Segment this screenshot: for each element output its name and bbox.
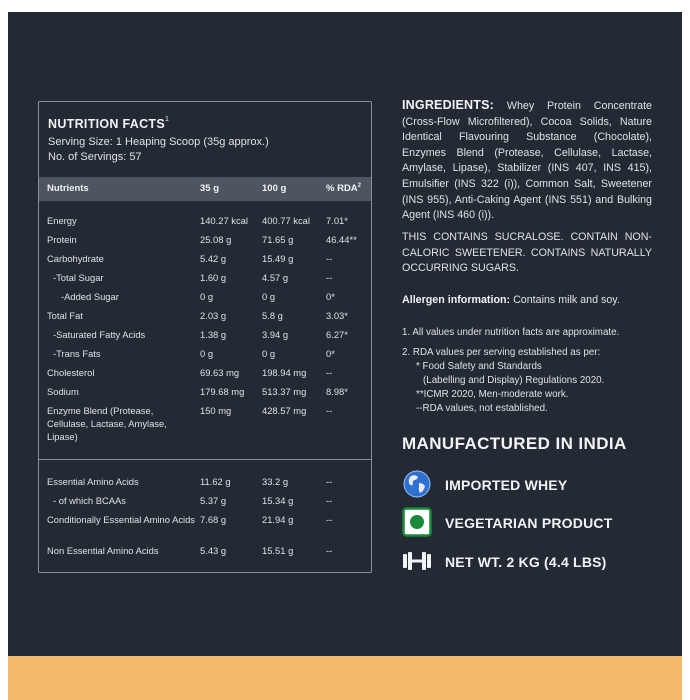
- value-35g: 140.27 kcal: [200, 215, 248, 226]
- manufactured-heading: MANUFACTURED IN INDIA: [402, 434, 627, 453]
- value-35g: 5.42 g: [200, 253, 227, 264]
- value-35g: 1.60 g: [200, 272, 227, 283]
- allergen-info: [402, 294, 662, 306]
- footnote-1: 1. All values under nutrition facts are approximate.: [402, 327, 620, 338]
- vegetarian-mark-icon: [402, 507, 432, 537]
- feature-label: NET WT. 2 KG (4.4 LBS): [445, 554, 607, 570]
- nutrient-name: Protein: [47, 234, 77, 245]
- footnote-icmr: **ICMR 2020, Men-moderate work.: [416, 389, 569, 400]
- sweetener-notice: THIS CONTAINS SUCRALOSE. CONTAIN NON-CALORIC SWEETENER. CONTAINS NATURALLY OCCURRING SUGARS.: [402, 231, 652, 275]
- nutrient-name: Non Essential Amino Acids: [47, 545, 159, 556]
- servings-count: No. of Servings: 57: [48, 151, 142, 163]
- value-rda: --: [326, 514, 333, 525]
- nutrient-name: Total Fat: [47, 310, 83, 321]
- value-rda: 3.03*: [326, 310, 348, 321]
- value-35g: 150 mg: [200, 405, 232, 416]
- value-100g: 71.65 g: [262, 234, 294, 245]
- value-100g: 400.77 kcal: [262, 215, 310, 226]
- footnote-rda-na: --RDA values, not established.: [416, 403, 548, 414]
- footnote-2: 2. RDA values per serving established as per:: [402, 347, 601, 358]
- value-100g: 198.94 mg: [262, 367, 307, 378]
- nutrient-name: Carbohydrate: [47, 253, 104, 264]
- nutrient-name: -Added Sugar: [61, 291, 119, 302]
- value-35g: 2.03 g: [200, 310, 227, 321]
- value-35g: 0 g: [200, 291, 214, 302]
- serving-size: Serving Size: 1 Heaping Scoop (35g approx.): [48, 136, 269, 148]
- nutrient-name: - of which BCAAs: [53, 495, 126, 506]
- value-100g: 21.94 g: [262, 514, 294, 525]
- ingredients-text: Whey Protein Concentrate (Cross-Flow Microfiltered), Cocoa Solids, Nature Identical Flavouring Substance (Chocolate), Enzymes Blend (Protease, Cellulase, Lactase, Amylase, Lipase), Stabilizer (INS 407, INS 415), Emulsifier (INS 322 (i)), Common Salt, Sweetener (INS 955), Anti-Caking Agent (INS 551) and Bulking Agent (INS 460 (i)).: [402, 100, 652, 222]
- value-rda: --: [326, 367, 333, 378]
- bottom-color-band: [8, 656, 682, 700]
- value-35g: 69.63 mg: [200, 367, 240, 378]
- nutrient-name: -Trans Fats: [53, 348, 101, 359]
- value-100g: 4.57 g: [262, 272, 289, 283]
- value-100g: 15.34 g: [262, 495, 294, 506]
- table-divider: [39, 459, 371, 460]
- feature-imported-whey: [402, 469, 662, 499]
- value-rda: --: [326, 476, 333, 487]
- value-rda: 0*: [326, 291, 335, 302]
- value-35g: 5.43 g: [200, 545, 227, 556]
- nutrient-name: -Saturated Fatty Acids: [53, 329, 146, 340]
- value-35g: 1.38 g: [200, 329, 227, 340]
- feature-net-weight: [402, 546, 662, 576]
- value-100g: 3.94 g: [262, 329, 289, 340]
- nutrient-name: Conditionally Essential Amino Acids: [47, 514, 195, 525]
- nutrient-name: Energy: [47, 215, 77, 226]
- value-35g: 179.68 mg: [200, 386, 245, 397]
- nutrient-name: Sodium: [47, 386, 79, 397]
- nutrient-name: Enzyme Blend (Protease, Cellulase, Lactase, Amylase, Lipase): [47, 405, 167, 442]
- nutrient-name: Essential Amino Acids: [47, 476, 139, 487]
- value-rda: 7.01*: [326, 215, 348, 226]
- value-100g: 15.49 g: [262, 253, 294, 264]
- ingredients-heading: INGREDIENTS:: [402, 98, 494, 112]
- value-100g: 513.37 mg: [262, 386, 307, 397]
- value-rda: --: [326, 272, 333, 283]
- value-rda: 46.44**: [326, 234, 357, 245]
- globe-icon: [402, 469, 432, 499]
- feature-vegetarian: [402, 507, 662, 537]
- value-100g: 15.51 g: [262, 545, 294, 556]
- value-100g: 0 g: [262, 348, 276, 359]
- value-rda: --: [326, 405, 333, 416]
- value-100g: 5.8 g: [262, 310, 283, 321]
- value-35g: 0 g: [200, 348, 214, 359]
- value-35g: 25.08 g: [200, 234, 232, 245]
- footnote-fssai: * Food Safety and Standards: [416, 361, 542, 372]
- dumbbell-icon: [402, 546, 432, 576]
- value-35g: 11.62 g: [200, 476, 231, 487]
- nutrition-facts-table: [38, 101, 372, 573]
- value-rda: 0*: [326, 348, 335, 359]
- value-100g: 428.57 mg: [262, 405, 307, 416]
- header-35g: 35 g: [200, 183, 220, 194]
- value-rda: --: [326, 495, 333, 506]
- nutrient-name: -Total Sugar: [53, 272, 104, 283]
- feature-label: VEGETARIAN PRODUCT: [445, 515, 613, 531]
- nutrient-name: Cholesterol: [47, 367, 95, 378]
- value-35g: 5.37 g: [200, 495, 227, 506]
- table-header: [39, 177, 371, 201]
- value-rda: --: [326, 545, 333, 556]
- header-rda: % RDA$^2$: [326, 183, 362, 195]
- value-100g: 33.2 g: [262, 476, 289, 487]
- nutrition-title: NUTRITION FACTS$^1$: [48, 116, 170, 131]
- value-rda: --: [326, 253, 333, 264]
- header-100g: 100 g: [262, 183, 287, 194]
- footnote-fssai-cont: (Labelling and Display) Regulations 2020.: [423, 375, 605, 386]
- allergen-heading: Allergen information:: [402, 294, 511, 306]
- ingredients-block: [402, 98, 652, 224]
- feature-label: IMPORTED WHEY: [445, 477, 568, 493]
- value-35g: 7.68 g: [200, 514, 227, 525]
- header-nutrients: Nutrients: [47, 183, 89, 194]
- value-rda: 6.27*: [326, 329, 348, 340]
- value-rda: 8.98*: [326, 386, 348, 397]
- allergen-text: Contains milk and soy.: [513, 294, 620, 306]
- value-100g: 0 g: [262, 291, 276, 302]
